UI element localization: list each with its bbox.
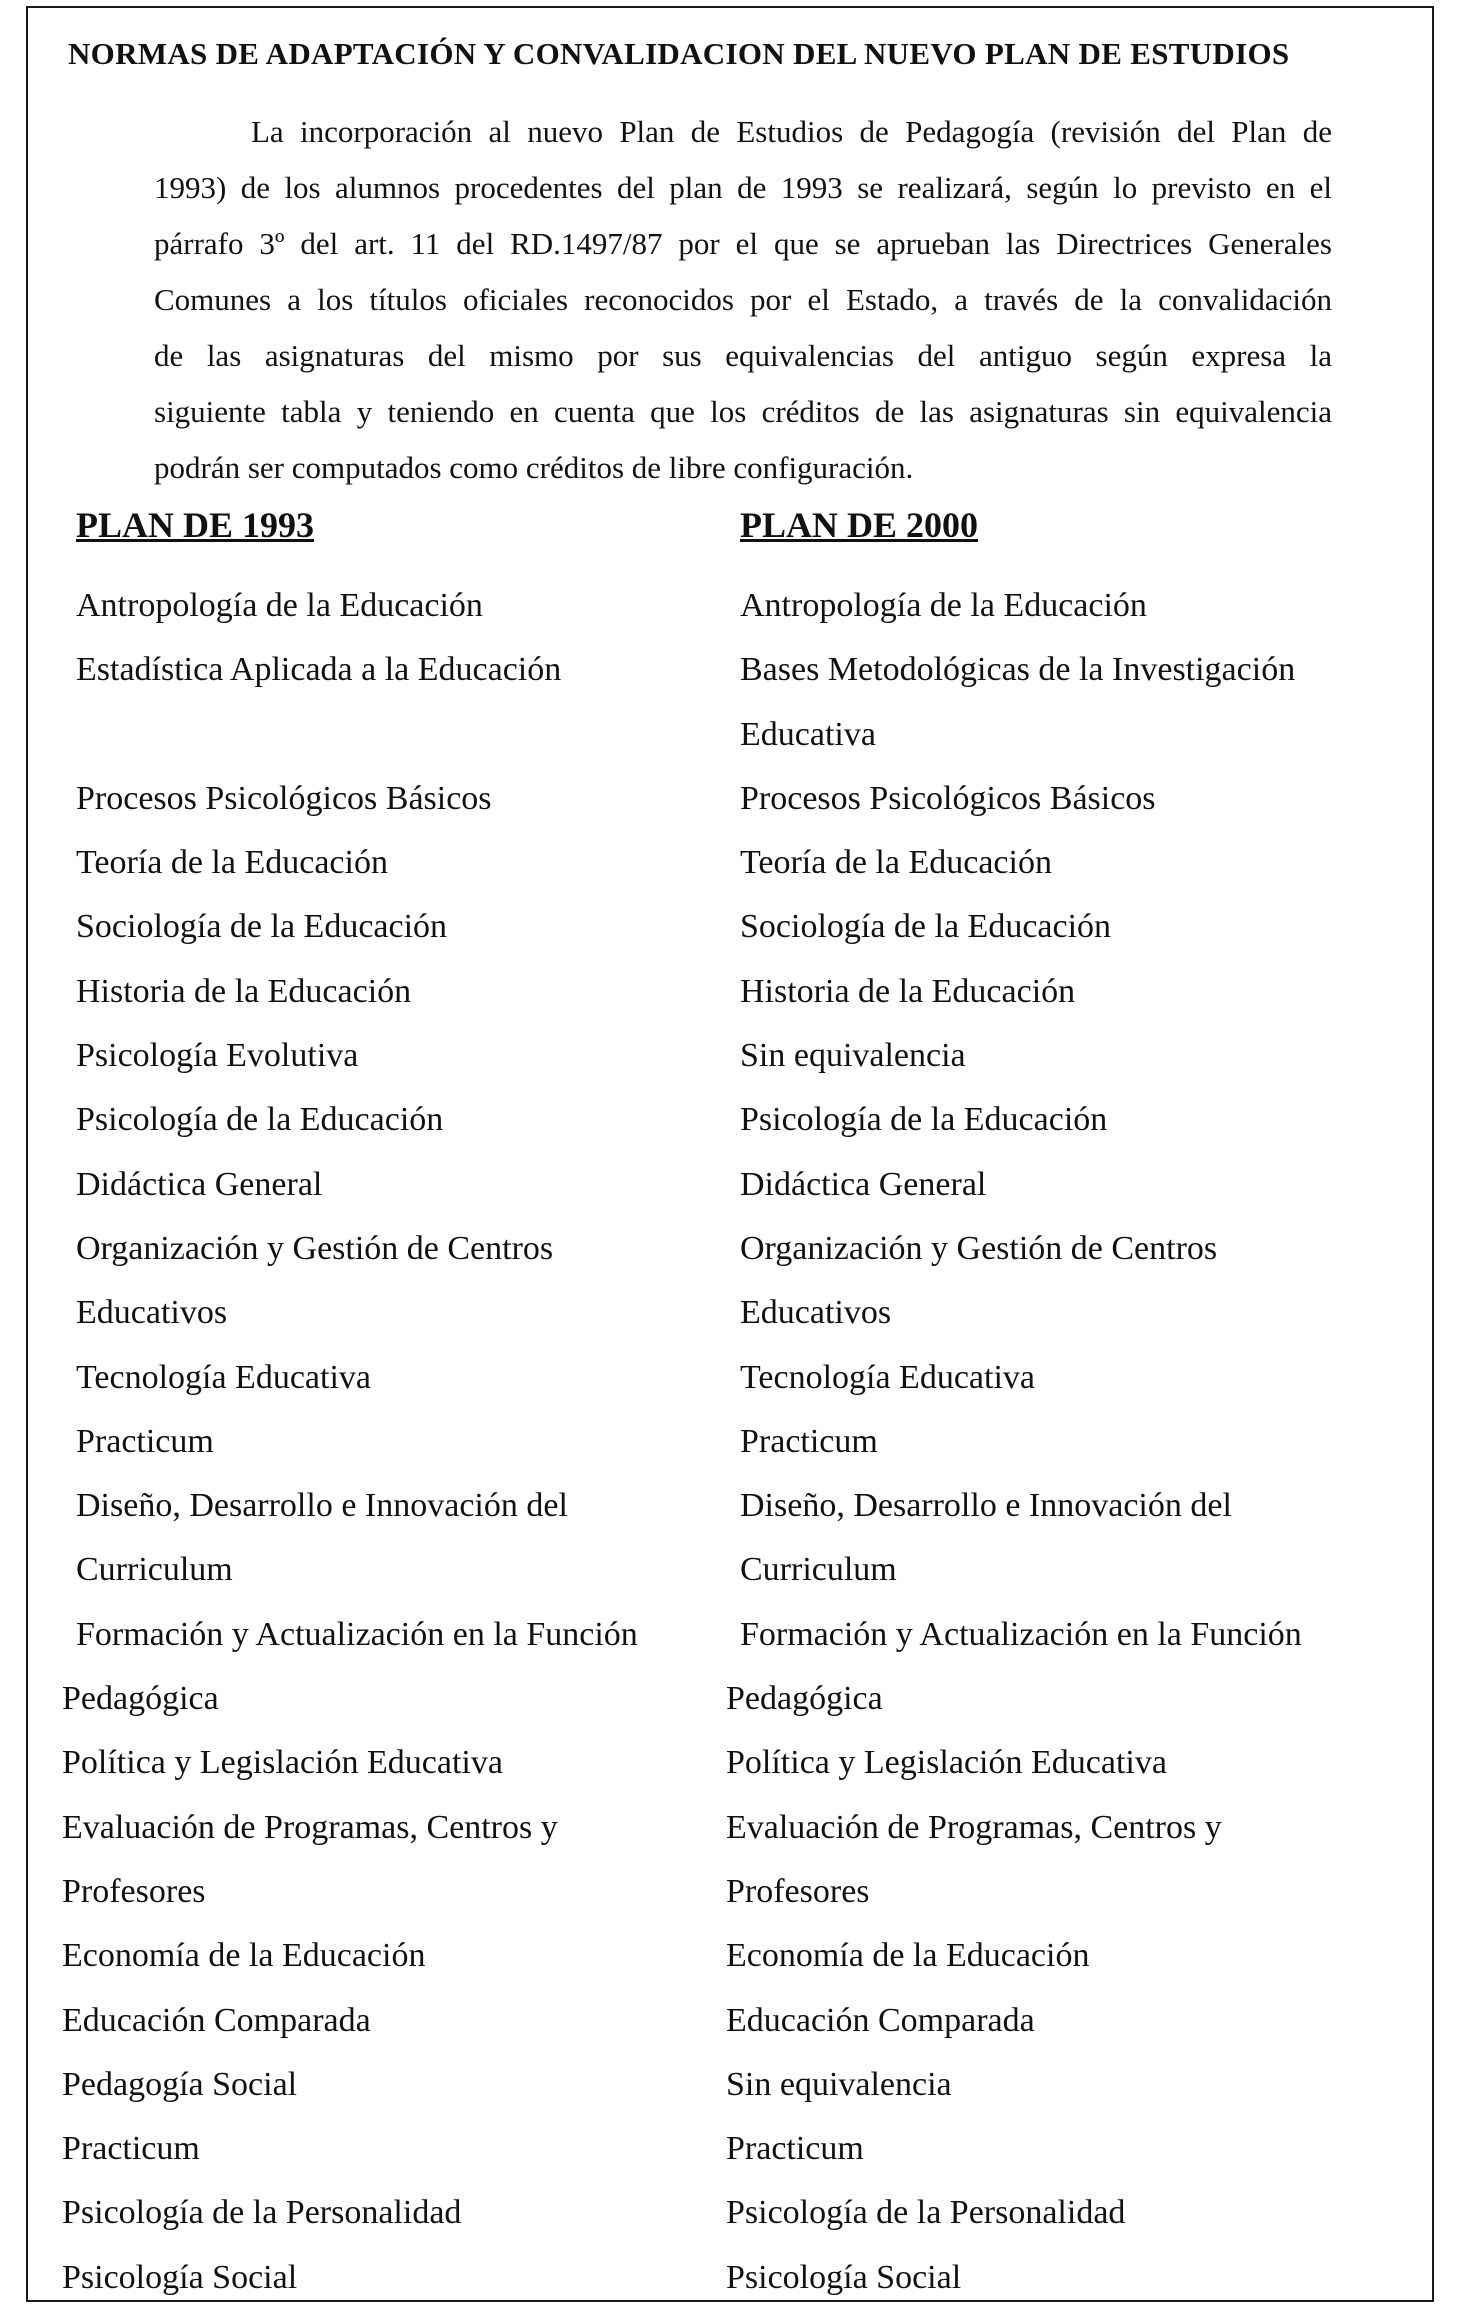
- subject-1993: Historia de la Educación: [76, 972, 412, 1010]
- intro-line: Comunes a los títulos oficiales reconocidos por el Estado, a través de la convalidación: [154, 282, 1332, 317]
- subject-1993: Educativos: [76, 1294, 228, 1332]
- subject-2000: Economía de la Educación: [726, 1937, 1090, 1975]
- subject-1993: Pedagogía Social: [62, 2065, 298, 2103]
- subject-2000: Psicología Social: [726, 2258, 962, 2296]
- intro-line: 1993) de los alumnos procedentes del plan de 1993 se realizará, según lo previsto en el: [154, 170, 1332, 205]
- subject-2000: Practicum: [726, 2130, 864, 2168]
- subject-2000: Educación Comparada: [726, 2001, 1035, 2039]
- intro-line: siguiente tabla y teniendo en cuenta que los créditos de las asignaturas sin equivalencia: [154, 394, 1332, 429]
- subject-2000: Teoría de la Educación: [740, 844, 1052, 882]
- subject-1993: Evaluación de Programas, Centros y: [62, 1808, 558, 1846]
- subject-2000: Curriculum: [740, 1551, 897, 1589]
- intro-line: La incorporación al nuevo Plan de Estudios de Pedagogía (revisión del Plan de: [251, 114, 1332, 149]
- subject-2000: Organización y Gestión de Centros: [740, 1229, 1218, 1267]
- subject-1993: Sociología de la Educación: [76, 908, 448, 946]
- subject-1993: Antropología de la Educación: [76, 587, 483, 624]
- subject-1993: Psicología de la Educación: [76, 1101, 444, 1139]
- subject-1993: Economía de la Educación: [62, 1937, 426, 1975]
- subject-1993: Practicum: [62, 2130, 200, 2168]
- subject-2000: Practicum: [740, 1422, 878, 1460]
- subject-2000: Pedagógica: [726, 1680, 883, 1718]
- plan-2000-header: PLAN DE 2000: [740, 505, 979, 545]
- document-frame: [26, 6, 1434, 2302]
- subject-2000: Educativa: [740, 715, 876, 753]
- subject-1993: [76, 703, 638, 767]
- subject-2000: Psicología de la Personalidad: [726, 2194, 1126, 2232]
- subject-2000: Tecnología Educativa: [740, 1358, 1035, 1396]
- subject-1993: Practicum: [76, 1422, 214, 1460]
- subject-2000: Diseño, Desarrollo e Innovación del: [740, 1487, 1232, 1525]
- subject-1993: Organización y Gestión de Centros: [76, 1229, 554, 1267]
- subject-2000: Política y Legislación Educativa: [726, 1744, 1167, 1782]
- subject-1993: Psicología de la Personalidad: [62, 2194, 462, 2232]
- subject-1993: Teoría de la Educación: [76, 844, 388, 882]
- subject-1993: Estadística Aplicada a la Educación: [76, 651, 562, 689]
- subject-1993: Procesos Psicológicos Básicos: [76, 779, 492, 817]
- subject-1993: Pedagógica: [62, 1680, 219, 1718]
- subject-1993: Profesores: [62, 1872, 206, 1910]
- subject-1993: Política y Legislación Educativa: [62, 1744, 503, 1782]
- subject-1993: Psicología Evolutiva: [76, 1037, 359, 1075]
- subject-2000: Procesos Psicológicos Básicos: [740, 779, 1156, 817]
- subject-1993: Educación Comparada: [62, 2001, 371, 2039]
- subject-2000: Sin equivalencia: [740, 1037, 966, 1075]
- document-title: NORMAS DE ADAPTACIÓN Y CONVALIDACION DEL NUEVO PLAN DE ESTUDIOS: [68, 36, 1290, 71]
- subject-2000: Antropología de la Educación: [740, 587, 1147, 624]
- subject-2000: Sin equivalencia: [726, 2065, 952, 2103]
- subject-2000: Bases Metodológicas de la Investigación: [740, 651, 1296, 689]
- subject-1993: Formación y Actualización en la Función: [76, 1615, 638, 1653]
- subject-2000: Profesores: [726, 1872, 870, 1910]
- intro-line: párrafo 3º del art. 11 del RD.1497/87 por el que se aprueban las Directrices Generales: [154, 226, 1332, 261]
- plan-1993-header: PLAN DE 1993: [76, 505, 315, 545]
- intro-paragraph: [154, 104, 1332, 496]
- plan-1993-list: [62, 574, 638, 2310]
- subject-2000: Psicología de la Educación: [740, 1101, 1108, 1139]
- intro-line: podrán ser computados como créditos de libre configuración.: [154, 450, 914, 485]
- subject-2000: Formación y Actualización en la Función: [740, 1615, 1302, 1653]
- subject-1993: Psicología Social: [62, 2258, 298, 2296]
- subject-1993: Curriculum: [76, 1551, 233, 1589]
- subject-2000: Sociología de la Educación: [740, 908, 1112, 946]
- subject-1993: Tecnología Educativa: [76, 1358, 371, 1396]
- subject-2000: Educativos: [740, 1294, 892, 1332]
- subject-2000: Historia de la Educación: [740, 972, 1076, 1010]
- subject-1993: Diseño, Desarrollo e Innovación del: [76, 1487, 568, 1525]
- plan-2000-list: [726, 574, 1302, 2310]
- subject-1993: Didáctica General: [76, 1165, 323, 1203]
- subject-2000: Didáctica General: [740, 1165, 987, 1203]
- intro-line: de las asignaturas del mismo por sus equivalencias del antiguo según expresa la: [154, 338, 1332, 373]
- subject-2000: Evaluación de Programas, Centros y: [726, 1808, 1222, 1846]
